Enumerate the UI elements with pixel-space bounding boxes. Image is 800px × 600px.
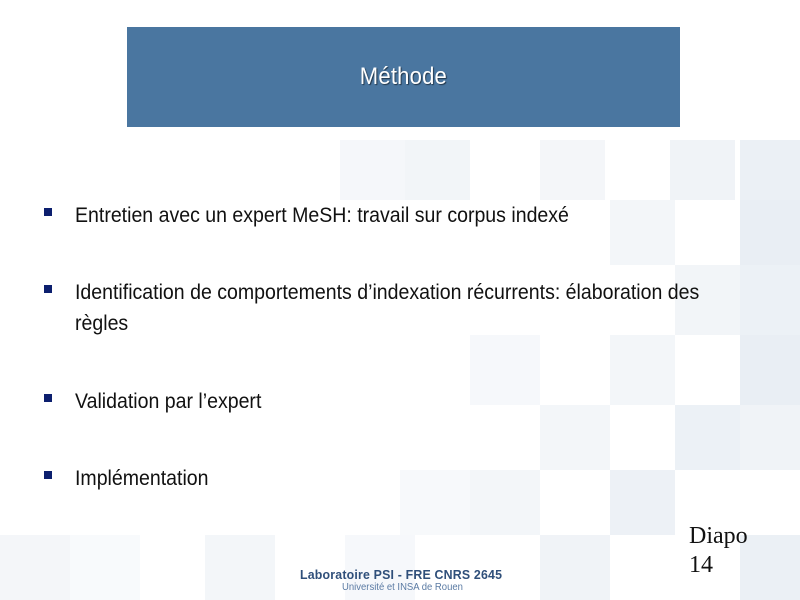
list-item <box>44 200 755 231</box>
square-bullet-icon <box>44 471 52 479</box>
background-tile <box>540 140 605 200</box>
footer-lab-name: Laboratoire PSI - FRE CNRS 2645 <box>300 567 503 582</box>
bullet-text: Identification de comportements d’indexation récurrents: élaboration des règles <box>75 281 700 335</box>
bullet-text: Entretien avec un expert MeSH: travail sur corpus indexé <box>75 204 569 227</box>
background-tile <box>0 535 70 600</box>
slide-number <box>689 522 748 580</box>
background-tile <box>70 535 140 600</box>
square-bullet-icon <box>44 285 52 293</box>
background-tile <box>405 140 470 200</box>
background-tile <box>740 535 800 600</box>
list-item <box>44 463 755 494</box>
slide-number-value: 14 <box>689 552 713 578</box>
list-item <box>44 386 755 417</box>
background-tile <box>540 535 610 600</box>
bullet-text: Implémentation <box>75 467 209 490</box>
slide-number-label: Diapo <box>689 523 748 549</box>
slide-title: Méthode <box>359 63 448 90</box>
square-bullet-icon <box>44 394 52 402</box>
background-tile <box>740 140 800 200</box>
background-tile <box>340 140 405 200</box>
square-bullet-icon <box>44 208 52 216</box>
title-bar <box>127 27 680 127</box>
bullet-text: Validation par l’expert <box>75 390 262 413</box>
background-tile <box>670 140 735 200</box>
background-tile <box>205 535 275 600</box>
footer-university: Université et INSA de Rouen <box>342 582 463 593</box>
list-item <box>44 277 755 339</box>
